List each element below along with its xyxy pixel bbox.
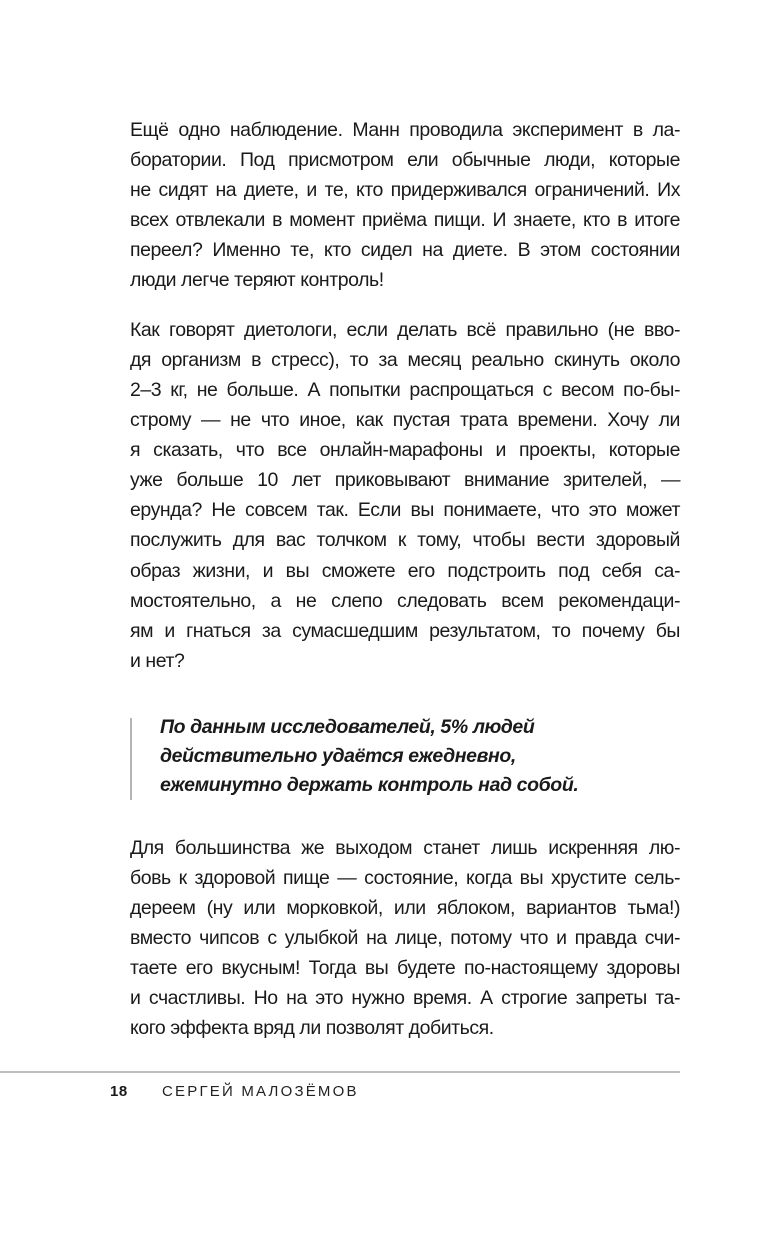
paragraph-line: образ жизни, и вы сможете его подстроить под себя са-: [130, 560, 680, 582]
paragraph-line: строму — не что иное, как пустая трата времени. Хочу ли: [130, 409, 680, 431]
paragraph-line: боратории. Под присмотром ели обычные люди, которые: [130, 149, 680, 171]
paragraph-line: не сидят на диете, и те, кто придерживался ограничений. Их: [130, 179, 680, 201]
paragraph-line: 2–3 кг, не больше. А попытки распрощаться с весом по-бы-: [130, 379, 680, 401]
paragraph-line: Как говорят диетологи, если делать всё правильно (не вво-: [130, 319, 680, 341]
paragraph-line: и нет?: [130, 650, 185, 672]
paragraph-line: уже больше 10 лет приковывают внимание зрителей, —: [130, 469, 680, 491]
quote-line: ежеминутно держать контроль над собой.: [160, 774, 579, 796]
paragraph-line: бовь к здоровой пище — состояние, когда вы хрустите сель-: [130, 867, 680, 889]
paragraph-line: Для большинства же выходом станет лишь искренняя лю-: [130, 837, 680, 859]
paragraph-line: послужить для вас толчком к тому, чтобы вести здоровый: [130, 529, 680, 551]
paragraph-line: и счастливы. Но на это нужно время. А строгие запреты та-: [130, 987, 680, 1009]
paragraph-line: дя организм в стресс), то за месяц реально скинуть около: [130, 349, 680, 371]
paragraph-line: таете его вкусным! Тогда вы будете по-настоящему здоровы: [130, 957, 680, 979]
footer-divider: [0, 1071, 680, 1073]
paragraph-line: люди легче теряют контроль!: [130, 269, 384, 291]
running-head-author: СЕРГЕЙ МАЛОЗЁМОВ: [162, 1083, 359, 1100]
paragraph-line: ям и гнаться за сумасшедшим результатом, то почему бы: [130, 620, 680, 642]
quote-line: По данным исследователей, 5% людей: [160, 716, 535, 738]
paragraph-line: вместо чипсов с улыбкой на лице, потому что и правда счи-: [130, 927, 680, 949]
paragraph-line: я сказать, что все онлайн-марафоны и проекты, которые: [130, 439, 680, 461]
paragraph-line: кого эффекта вряд ли позволят добиться.: [130, 1017, 494, 1039]
paragraph-line: Ещё одно наблюдение. Манн проводила эксперимент в ла-: [130, 119, 680, 141]
paragraph-line: дереем (ну или морковкой, или яблоком, вариантов тьма!): [130, 897, 680, 919]
paragraph-line: ерунда? Не совсем так. Если вы понимаете, что это может: [130, 499, 680, 521]
paragraph-line: всех отвлекали в момент приёма пищи. И знаете, кто в итоге: [130, 209, 680, 231]
paragraph-line: переел? Именно те, кто сидел на диете. В этом состоянии: [130, 239, 680, 261]
quote-line: действительно удаётся ежедневно,: [160, 745, 516, 767]
quote-bar: [130, 718, 132, 800]
paragraph-line: мостоятельно, а не слепо следовать всем рекомендаци-: [130, 590, 680, 612]
page-number: 18: [110, 1083, 128, 1100]
